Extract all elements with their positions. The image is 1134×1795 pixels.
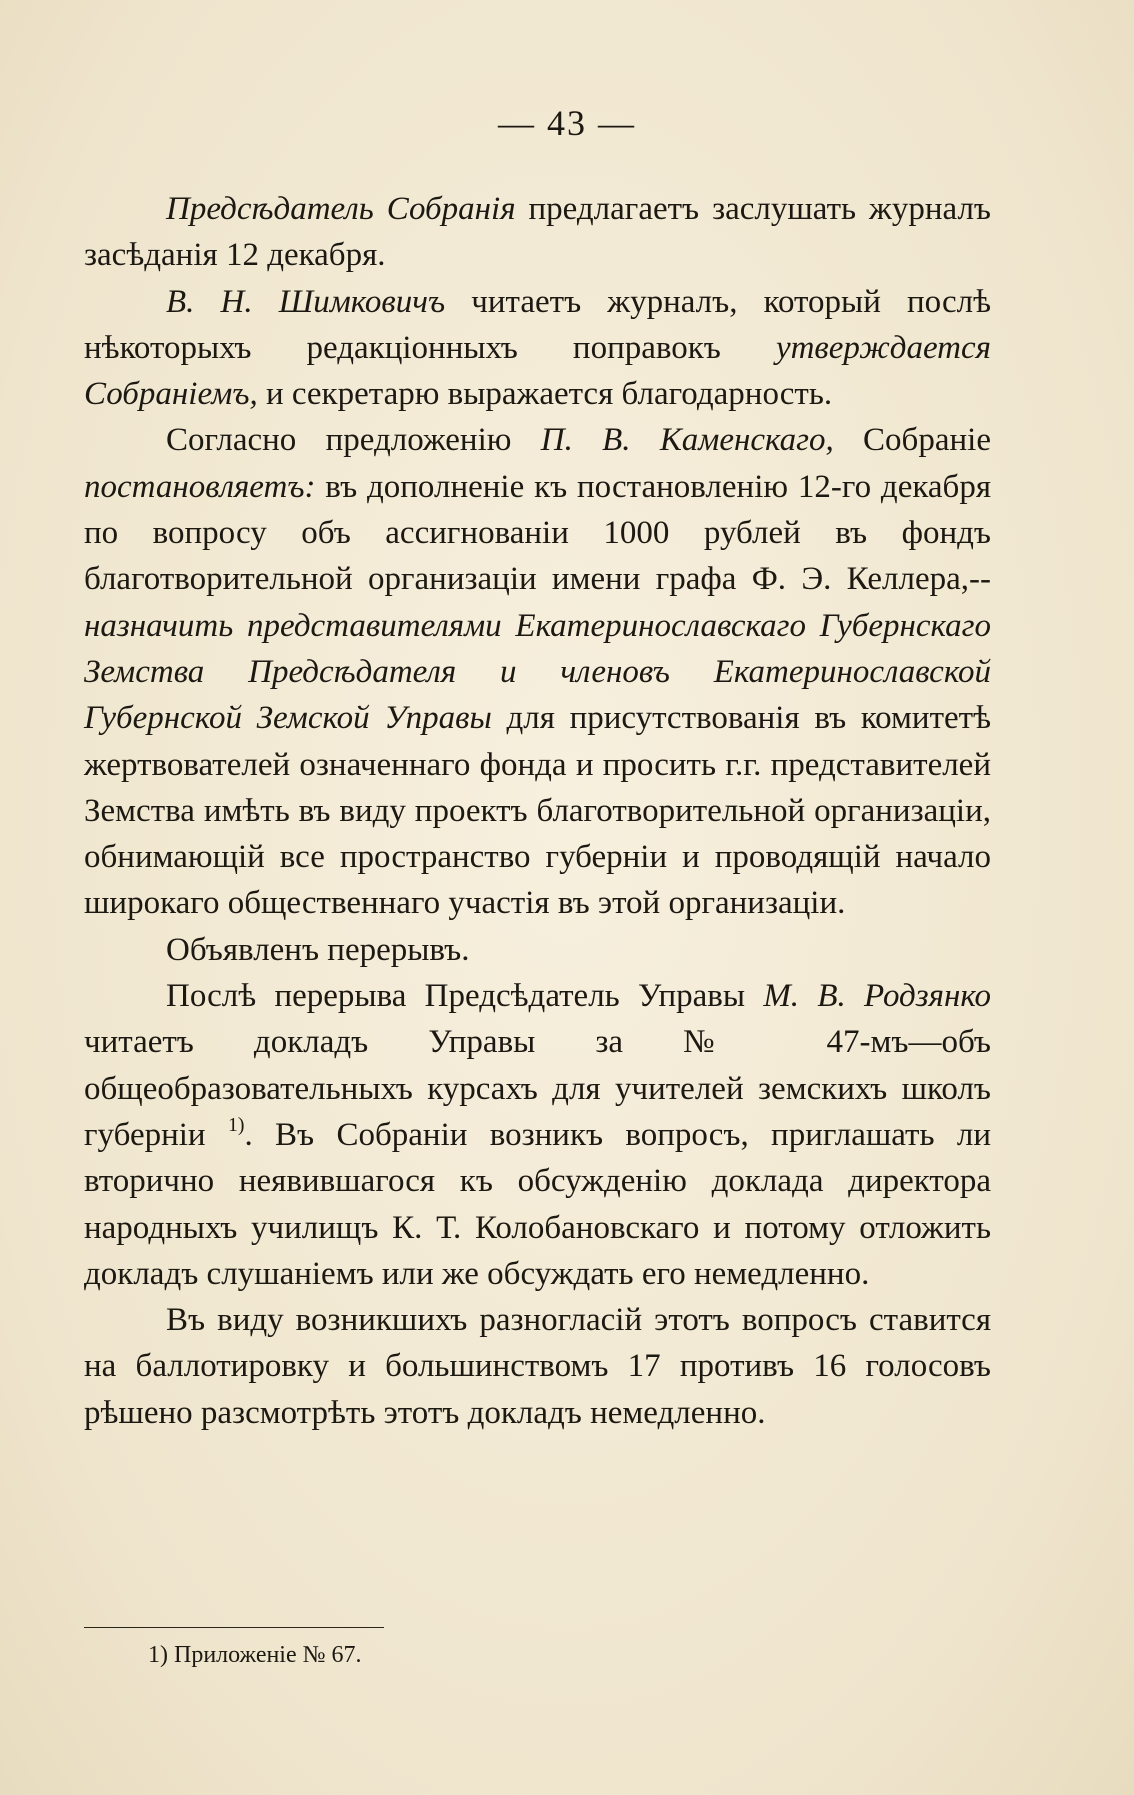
italic-text: Предсѣдатель Собранія bbox=[166, 191, 516, 227]
italic-text: М. В. Родзянко bbox=[763, 978, 992, 1015]
text-run: . Въ Собраніи возникъ вопросъ, приглашать ли вторично неявившагося къ обсужденію доклада директора народныхъ училищъ К. Т. Колобановскаго и потому отложить докладъ слушаніемъ или же обсуждать его немедленно. bbox=[84, 1116, 992, 1292]
italic-text: назначить представителями Екатеринославскаго Губернскаго Земства Предсѣдателя и членовъ Екатеринославской Губернской Земской Управы bbox=[84, 607, 991, 737]
text-run: предлагаетъ заслушать журналъ засѣданія 12 декабря. bbox=[84, 191, 991, 274]
footnote-divider bbox=[84, 1627, 384, 1628]
text-run: Согласно предложенію bbox=[166, 422, 541, 459]
text-run: Въ виду возникшихъ разногласій этотъ вопросъ ставится на баллотировку и большинствомъ 17 противъ 16 голосовъ рѣшено разсмотрѣть этотъ докладъ немедленно. bbox=[84, 1302, 991, 1431]
paragraph bbox=[84, 417, 991, 926]
paragraph bbox=[84, 927, 991, 973]
italic-text: П. В. Каменскаго, bbox=[540, 422, 834, 459]
page-number: — 43 — bbox=[498, 103, 636, 143]
text-run: читаетъ докладъ Управы за № 47-мъ—объ общеобразовательныхъ курсахъ для учителей земскихъ школъ губерніи bbox=[84, 1024, 991, 1153]
paragraph bbox=[84, 279, 991, 418]
footnote-marker: 1) bbox=[227, 1114, 245, 1137]
text-run: для присутствованія въ комитетѣ жертвователей означеннаго фонда и просить г.г. представителей Земства имѣть въ виду проектъ благотворительной организаціи, обнимающій все пространство губерніи и проводящій начало широкаго общественнаго участія въ этой организаціи. bbox=[84, 700, 991, 922]
paragraph bbox=[84, 1297, 991, 1436]
text-run: и секретарю выражается благодарность. bbox=[257, 376, 833, 413]
footnote: 1) Приложеніе № 67. bbox=[148, 1642, 362, 1668]
text-run: Собраніе bbox=[833, 422, 991, 459]
text-run: Объявленъ перерывъ. bbox=[166, 931, 470, 968]
italic-text: В. Н. Шимковичъ bbox=[166, 283, 446, 320]
paragraph bbox=[84, 973, 991, 1297]
text-run: въ дополненіе къ постановленію 12-го декабря по вопросу объ ассигнованіи 1000 рублей въ фондъ благотворительной организаціи имени графа Ф. Э. Келлера,-- bbox=[84, 468, 991, 598]
text-run: читаетъ журналъ, который послѣ нѣкоторыхъ редакціонныхъ поправокъ bbox=[84, 283, 992, 366]
body-text bbox=[84, 186, 991, 1436]
text-run: Послѣ перерыва Предсѣдатель Управы bbox=[166, 978, 764, 1015]
paragraph bbox=[84, 186, 991, 279]
italic-text: постановляетъ: bbox=[84, 468, 316, 505]
italic-text: утверждается Собраніемъ, bbox=[84, 329, 991, 413]
